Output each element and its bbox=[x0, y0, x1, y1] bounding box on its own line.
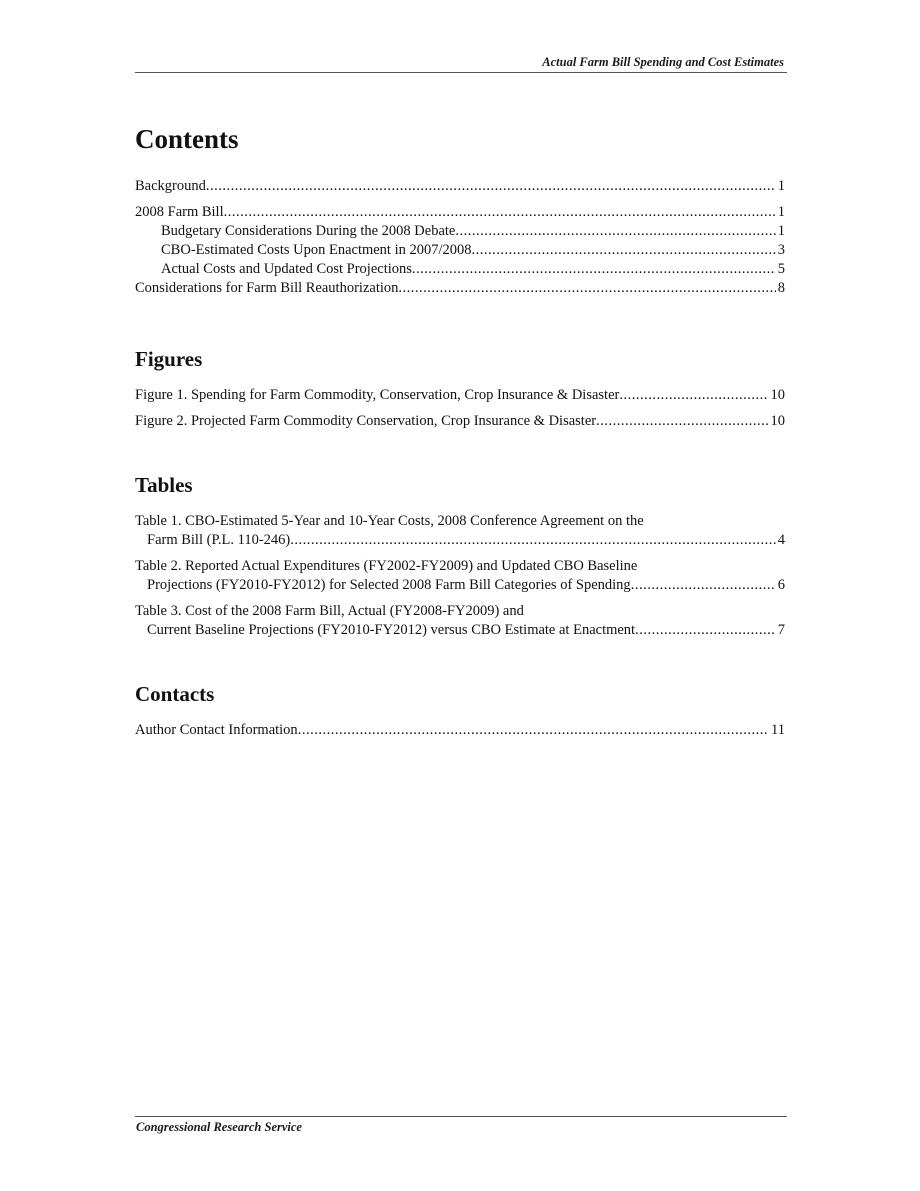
toc-entry-label: Table 1. CBO-Estimated 5-Year and 10-Year Costs, 2008 Conference Agreement on the bbox=[135, 513, 644, 529]
tables-section bbox=[135, 473, 785, 498]
toc-entry-page: 8 bbox=[777, 280, 785, 296]
figures-heading: Figures bbox=[135, 347, 203, 371]
contacts-list bbox=[135, 721, 785, 740]
contents-list-group bbox=[135, 203, 785, 298]
toc-entry-label-continued: Current Baseline Projections (FY2010-FY2012) versus CBO Estimate at Enactment bbox=[147, 622, 636, 638]
contents-heading: Contents bbox=[135, 124, 239, 154]
toc-entry-actual-costs[interactable] bbox=[135, 260, 785, 279]
toc-entry-page: 3 bbox=[777, 242, 785, 258]
toc-entry-page: 10 bbox=[770, 387, 785, 403]
toc-entry-table-3[interactable] bbox=[135, 602, 785, 640]
leader-dots bbox=[224, 203, 776, 222]
toc-entry-label-continued: Farm Bill (P.L. 110-246) bbox=[147, 532, 291, 548]
toc-entry-page: 5 bbox=[777, 261, 785, 277]
leader-dots bbox=[398, 279, 775, 298]
leader-dots bbox=[412, 260, 776, 279]
toc-entry-continuation bbox=[135, 621, 785, 640]
toc-entry-label: Figure 1. Spending for Farm Commodity, Conservation, Crop Insurance & Disaster bbox=[135, 387, 620, 403]
toc-entry-continuation bbox=[135, 531, 785, 550]
toc-entry-page: 6 bbox=[777, 577, 785, 593]
toc-entry-label: Table 2. Reported Actual Expenditures (FY2002-FY2009) and Updated CBO Baseline bbox=[135, 558, 638, 574]
toc-entry-cbo-estimated-costs[interactable] bbox=[135, 241, 785, 260]
toc-entry-label: Figure 2. Projected Farm Commodity Conservation, Crop Insurance & Disaster bbox=[135, 413, 597, 429]
toc-entry-label: Budgetary Considerations During the 2008 Debate bbox=[161, 223, 456, 239]
toc-entry-figure-2[interactable] bbox=[135, 412, 785, 431]
tables-heading: Tables bbox=[135, 473, 193, 497]
footer-rule bbox=[135, 1116, 787, 1117]
toc-entry-table-1[interactable] bbox=[135, 512, 785, 550]
leader-dots bbox=[206, 177, 776, 196]
toc-entry-label: CBO-Estimated Costs Upon Enactment in 2007/2008 bbox=[161, 242, 472, 258]
toc-entry-label: Author Contact Information bbox=[135, 722, 298, 738]
toc-entry-table-2[interactable] bbox=[135, 557, 785, 595]
toc-entry-2008-farm-bill[interactable] bbox=[135, 203, 785, 222]
leader-dots bbox=[298, 721, 769, 740]
toc-entry-label: Considerations for Farm Bill Reauthorization bbox=[135, 280, 399, 296]
header-rule bbox=[135, 72, 787, 73]
running-footer-text: Congressional Research Service bbox=[136, 1120, 302, 1134]
toc-entry-label: Table 3. Cost of the 2008 Farm Bill, Actual (FY2008-FY2009) and bbox=[135, 603, 524, 619]
toc-entry-page: 4 bbox=[777, 532, 785, 548]
leader-dots bbox=[596, 412, 768, 431]
leader-dots bbox=[619, 386, 768, 405]
toc-entry-author-contact[interactable] bbox=[135, 721, 785, 740]
leader-dots bbox=[472, 241, 776, 260]
figures-list-2 bbox=[135, 412, 785, 431]
toc-entry-background[interactable] bbox=[135, 177, 785, 196]
toc-entry-page: 1 bbox=[777, 204, 785, 220]
running-header-title: Actual Farm Bill Spending and Cost Estimates bbox=[542, 55, 784, 69]
toc-entry-budgetary-considerations[interactable] bbox=[135, 222, 785, 241]
toc-entry-label-continued: Projections (FY2010-FY2012) for Selected 2008 Farm Bill Categories of Spending bbox=[147, 577, 631, 593]
contents-list bbox=[135, 177, 785, 196]
leader-dots bbox=[635, 621, 776, 640]
contacts-heading: Contacts bbox=[135, 682, 215, 706]
toc-entry-page: 11 bbox=[771, 722, 785, 738]
leader-dots bbox=[455, 222, 775, 241]
leader-dots bbox=[290, 531, 775, 550]
toc-entry-page: 7 bbox=[777, 622, 785, 638]
toc-entry-continuation bbox=[135, 576, 785, 595]
toc-entry-label: 2008 Farm Bill bbox=[135, 204, 224, 220]
toc-entry-label: Actual Costs and Updated Cost Projections bbox=[161, 261, 412, 277]
toc-entry-reauthorization[interactable] bbox=[135, 279, 785, 298]
contents-section bbox=[135, 124, 785, 155]
figures-list bbox=[135, 386, 785, 405]
leader-dots bbox=[631, 576, 776, 595]
contacts-section bbox=[135, 682, 785, 707]
toc-entry-page: 1 bbox=[777, 223, 785, 239]
toc-entry-page: 10 bbox=[770, 413, 785, 429]
toc-entry-label: Background bbox=[135, 178, 206, 194]
figures-section bbox=[135, 347, 785, 372]
toc-entry-figure-1[interactable] bbox=[135, 386, 785, 405]
toc-entry-page: 1 bbox=[777, 178, 785, 194]
